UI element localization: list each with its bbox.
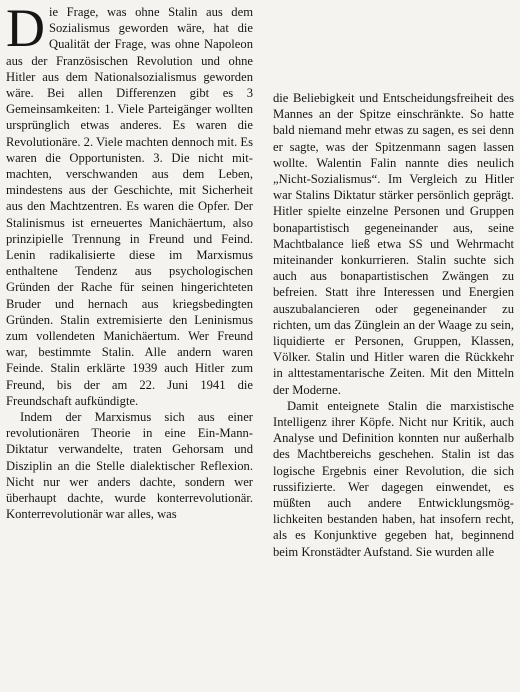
left-column: [6, 0, 253, 523]
paragraph-1-text: ie Frage, was ohne Stalin aus dem Sozialismus geworden wäre, hat die Qualität der Frage, was ohne Napoleon aus der Französischen Revolution und ohne Hitler aus dem Nationalsozialismus geworden wäre. Bei allen Differenzen gibt es 3 Gemeinsamkeiten: 1. Viele Parteigänger wollten ursprünglich etwas anderes. Es waren die Revolutionäre. 2. Viele machten dennoch mit. Es waren die Opportunisten. 3. Die nicht mitmachten, verschwanden aus dem Leben, mindestens aus der Geschichte, mit Sicherheit aus den Machtzentren. Es waren die Opfer. Der Stalinismus ist erneuertes Manichäertum, also prinzipielle Trennung in Freund und Feind. Lenin radikalisierte diese im Marxismus enthaltene Tendenz aus psychologischen Gründen der Rache für seinen hingerichteten Bruder und hernach aus kriegsbedingten Gründen. Stalin extremisierte den Leninismus zum vollendeten Manichäertum. Wer Freund war, bestimmte Stalin. Alle andern waren Feinde. Stalin erklärte 1939 auch Hitler zum Freund, bis der am 22. Juni 1941 die Freundschaft aufkündigte.: [6, 5, 253, 408]
right-column: [273, 90, 514, 560]
drop-cap: D: [6, 0, 45, 58]
paragraph-4: Damit enteignete Stalin die marxistische Intelligenz ihrer Köpfe. Nicht nur Kritik, auch Analyse und Definition konnten nur außerhalb des Machtbereichs geschehen. Stalin ist das logische Ergebnis einer Revolution, die sich russifizierte. Wer dagegen einwendet, es müßten auch andere Entwicklungsmöglichkeiten bestanden haben, hat insofern recht, als es Konjunktive gegeben hat, beginnend beim Kronstädter Aufstand. Sie wurden alle: [273, 398, 514, 559]
paragraph-3: die Beliebigkeit und Entscheidungsfreiheit des Mannes an der Spitze einschränkte. So hatte bald niemand mehr etwas zu sagen, es sei denn er sagte, was der Spitzenmann sagen lassen wollte. Walentin Falin nannte dies neulich „Nicht-Sozialismus“. Im Vergleich zu Hitler war Stalins Diktatur stärker persönlich geprägt. Hitler spielte einzelne Personen und Gruppen bonapartistisch gegeneinander aus, seine Machtbalance ließ etwa SS und Wehrmacht miteinander konkurrieren. Stalin suchte sich auch aus bonapartistischen Zwängen zu befreien. Statt ihre Interessen und Energien auszubalancieren oder gegeneinander zu richten, um das Zünglein an der Waage zu sein, liquidierte er Personen, Gruppen, Klassen, Völker. Stalin und Hitler waren die Rückkehr in alttestamentarische Zeiten. Mit den Mitteln der Moderne.: [273, 91, 514, 397]
paragraph-2: Indem der Marxismus sich aus einer revolutionären Theorie in eine Ein-Mann-Diktatur verwandelte, traten Gehorsam und Disziplin an die Stelle dialektischer Reflexion. Nicht nur wer anders dachte, sondern wer überhaupt dachte, wurde konterrevolutionär. Konterrevolutionär war alles, was: [6, 410, 253, 522]
paragraph-1: [6, 0, 253, 409]
